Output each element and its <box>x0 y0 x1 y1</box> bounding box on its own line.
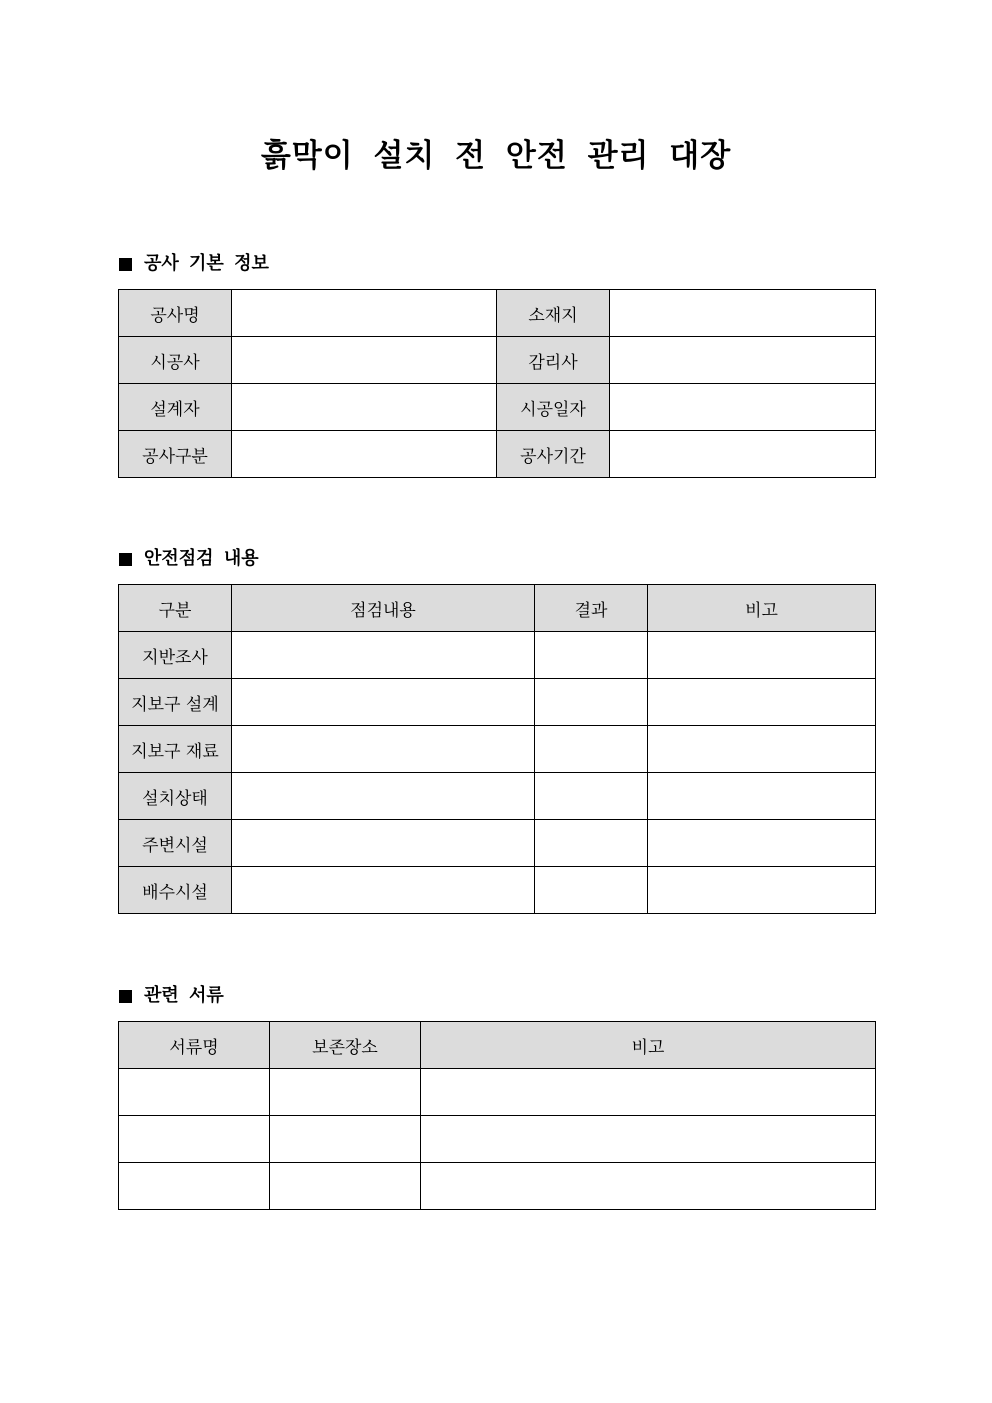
content-cell[interactable] <box>232 820 535 867</box>
table-row <box>119 431 876 478</box>
construction-date-field[interactable] <box>610 384 876 431</box>
content-cell[interactable] <box>232 726 535 773</box>
field-label-project-period: 공사기간 <box>497 431 610 478</box>
storage-location-cell[interactable] <box>270 1163 421 1210</box>
field-label-contractor: 시공사 <box>119 337 232 384</box>
location-field[interactable] <box>610 290 876 337</box>
project-type-field[interactable] <box>232 431 497 478</box>
content-cell[interactable] <box>232 679 535 726</box>
document-name-cell[interactable] <box>119 1116 270 1163</box>
table-row <box>119 726 876 773</box>
table-row <box>119 1116 876 1163</box>
column-header-result: 결과 <box>535 585 648 632</box>
document-name-cell[interactable] <box>119 1163 270 1210</box>
table-row <box>119 867 876 914</box>
field-label-supervisor: 감리사 <box>497 337 610 384</box>
storage-location-cell[interactable] <box>270 1069 421 1116</box>
square-bullet-icon <box>119 553 132 566</box>
field-label-project-type: 공사구분 <box>119 431 232 478</box>
remarks-cell[interactable] <box>648 773 876 820</box>
table-row <box>119 1163 876 1210</box>
section-heading-label: 관련 서류 <box>144 985 224 1006</box>
remarks-cell[interactable] <box>648 867 876 914</box>
table-row <box>119 337 876 384</box>
field-label-designer: 설계자 <box>119 384 232 431</box>
table-row <box>119 773 876 820</box>
designer-field[interactable] <box>232 384 497 431</box>
documents-table <box>118 1021 876 1210</box>
contractor-field[interactable] <box>232 337 497 384</box>
table-header-row <box>119 1022 876 1069</box>
content-cell[interactable] <box>232 773 535 820</box>
table-row <box>119 679 876 726</box>
basic-info-table <box>118 289 876 478</box>
result-cell[interactable] <box>535 820 648 867</box>
table-row <box>119 820 876 867</box>
result-cell[interactable] <box>535 726 648 773</box>
field-label-location: 소재지 <box>497 290 610 337</box>
content-cell[interactable] <box>232 867 535 914</box>
section-heading-documents <box>119 984 224 1008</box>
table-row <box>119 290 876 337</box>
remarks-cell[interactable] <box>648 726 876 773</box>
table-row <box>119 384 876 431</box>
field-label-project-name: 공사명 <box>119 290 232 337</box>
square-bullet-icon <box>119 258 132 271</box>
result-cell[interactable] <box>535 867 648 914</box>
storage-location-cell[interactable] <box>270 1116 421 1163</box>
remarks-cell[interactable] <box>421 1116 876 1163</box>
column-header-content: 점검내용 <box>232 585 535 632</box>
column-header-category: 구분 <box>119 585 232 632</box>
table-header-row <box>119 585 876 632</box>
square-bullet-icon <box>119 990 132 1003</box>
row-label-category: 지반조사 <box>119 632 232 679</box>
section-heading-basic-info <box>119 252 269 276</box>
row-label-category: 주변시설 <box>119 820 232 867</box>
column-header-document-name: 서류명 <box>119 1022 270 1069</box>
section-heading-label: 공사 기본 정보 <box>144 253 269 274</box>
content-cell[interactable] <box>232 632 535 679</box>
table-row <box>119 1069 876 1116</box>
result-cell[interactable] <box>535 679 648 726</box>
remarks-cell[interactable] <box>648 632 876 679</box>
project-period-field[interactable] <box>610 431 876 478</box>
field-label-construction-date: 시공일자 <box>497 384 610 431</box>
column-header-storage-location: 보존장소 <box>270 1022 421 1069</box>
remarks-cell[interactable] <box>648 679 876 726</box>
column-header-remarks: 비고 <box>421 1022 876 1069</box>
column-header-remarks: 비고 <box>648 585 876 632</box>
remarks-cell[interactable] <box>648 820 876 867</box>
table-row <box>119 632 876 679</box>
row-label-category: 지보구 재료 <box>119 726 232 773</box>
project-name-field[interactable] <box>232 290 497 337</box>
result-cell[interactable] <box>535 632 648 679</box>
remarks-cell[interactable] <box>421 1069 876 1116</box>
row-label-category: 지보구 설계 <box>119 679 232 726</box>
section-heading-inspection <box>119 547 259 571</box>
row-label-category: 배수시설 <box>119 867 232 914</box>
row-label-category: 설치상태 <box>119 773 232 820</box>
page-title: 흙막이 설치 전 안전 관리 대장 <box>260 138 732 174</box>
remarks-cell[interactable] <box>421 1163 876 1210</box>
inspection-table <box>118 584 876 914</box>
supervisor-field[interactable] <box>610 337 876 384</box>
section-heading-label: 안전점검 내용 <box>144 548 259 569</box>
document-name-cell[interactable] <box>119 1069 270 1116</box>
result-cell[interactable] <box>535 773 648 820</box>
